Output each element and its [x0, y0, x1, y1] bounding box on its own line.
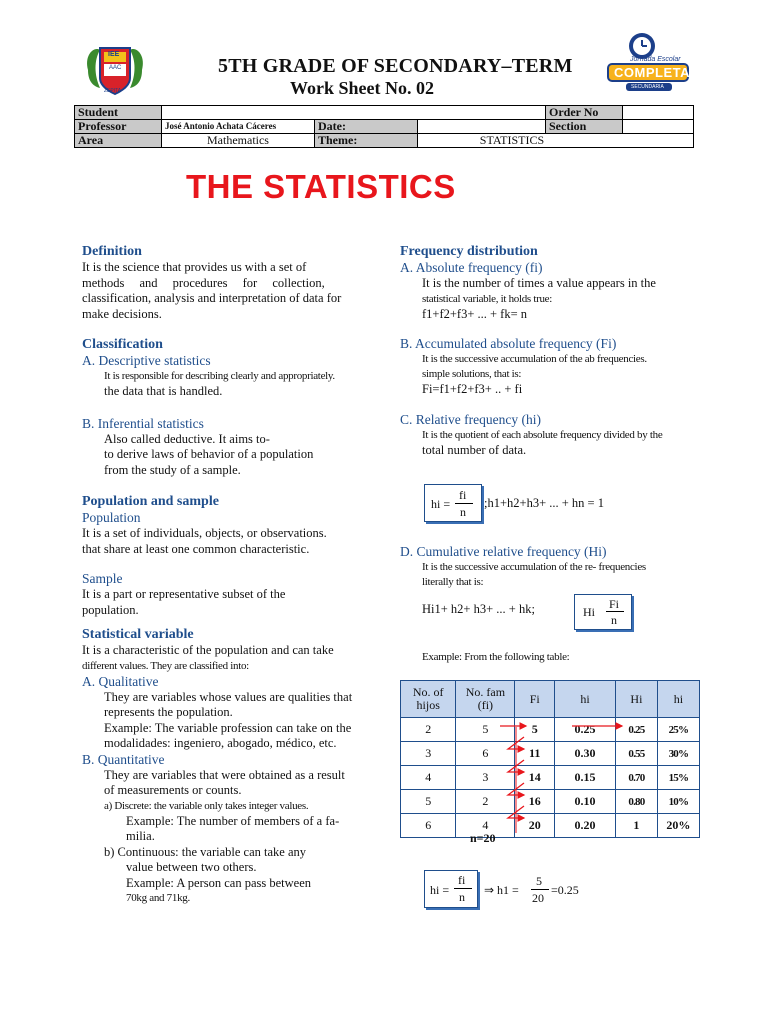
- example-calculation: [484, 874, 594, 908]
- table-cell: 5: [401, 790, 456, 814]
- calc-numerator: 5: [536, 874, 542, 888]
- section-field[interactable]: [623, 120, 694, 134]
- formula-label: hi =: [430, 883, 450, 897]
- table-cell: 4: [401, 766, 456, 790]
- text-line: It is the science that provides us with a set of: [82, 260, 307, 274]
- date-field[interactable]: [418, 120, 546, 134]
- table-cell: 3: [401, 742, 456, 766]
- text-line: It is the number of times a value appears in the: [422, 276, 656, 290]
- table-cell: 0.80: [616, 790, 658, 814]
- text-line: the data that is handled.: [104, 384, 223, 398]
- sample-heading: Sample: [82, 571, 123, 586]
- logo-jornada-text: Jornada Escolar: [630, 56, 681, 63]
- column-header: Hi: [616, 681, 658, 718]
- text-line: Example: A person can pass between: [126, 875, 312, 890]
- text-line: Example: The variable profession can take on the: [104, 720, 352, 735]
- table-cell: 0.55: [616, 742, 658, 766]
- column-header: hi: [657, 681, 699, 718]
- text-line: Also called deductive. It aims to-: [104, 431, 270, 446]
- text-line: 70kg and 71kg.: [126, 892, 190, 904]
- inferential-heading: B. Inferential statistics: [82, 415, 204, 431]
- accumulation-arrows: [400, 715, 700, 833]
- table-cell: 16: [515, 790, 555, 814]
- professor-label: Professor: [75, 120, 162, 134]
- logo-secundaria-text: SECUNDARIA: [631, 84, 664, 90]
- text-line: It is a part or representative subset of the: [82, 587, 286, 601]
- calc-denominator: 20: [532, 891, 544, 905]
- logo-text-bottom: ZEPITA: [104, 88, 122, 94]
- table-cell: 6: [456, 742, 515, 766]
- relative-frequency-formula-box: [424, 484, 482, 522]
- formula-numerator: Fi: [609, 597, 620, 611]
- text-line: It is a characteristic of the population and can take: [82, 643, 334, 657]
- logo-completa-text: COMPLETA: [614, 65, 690, 80]
- table-header-row: [401, 681, 700, 718]
- frequency-distribution-heading: Frequency distribution: [400, 244, 538, 259]
- table-cell: 5: [515, 718, 555, 742]
- page-title: THE STATISTICS: [186, 168, 456, 205]
- table-cell: 5: [456, 718, 515, 742]
- theme-label: Theme:: [315, 134, 418, 148]
- example-intro: Example: From the following table:: [422, 651, 570, 663]
- theme-value: STATISTICS: [418, 134, 694, 148]
- text-line: population.: [82, 602, 139, 617]
- statistical-variable-heading: Statistical variable: [82, 627, 194, 642]
- table-cell: 0.70: [616, 766, 658, 790]
- table-cell: 20%: [657, 814, 699, 838]
- descriptive-heading: A. Descriptive statistics: [82, 353, 211, 368]
- example-formula-box: [424, 870, 478, 908]
- text-line: classification, analysis and interpretation of data for: [82, 291, 342, 305]
- column-header: No. fam (fi): [456, 681, 515, 718]
- population-heading: Population: [82, 510, 141, 525]
- table-cell: 30%: [657, 742, 699, 766]
- fraction-bar: [455, 503, 473, 504]
- table-cell: 0.20: [555, 814, 616, 838]
- table-cell: 2: [401, 718, 456, 742]
- quantitative-heading: B. Quantitative: [82, 751, 165, 767]
- relative-frequency-heading: C. Relative frequency (hi): [400, 411, 541, 427]
- formula-numerator: fi: [459, 488, 467, 502]
- fraction-bar: [454, 888, 472, 889]
- table-cell: 15%: [657, 766, 699, 790]
- table-cell: 0.10: [555, 790, 616, 814]
- date-label: Date:: [315, 120, 418, 134]
- table-cell: 6: [401, 814, 456, 838]
- column-header: No. of hijos: [401, 681, 456, 718]
- text-line: literally that is:: [422, 576, 484, 588]
- right-column: [400, 244, 700, 458]
- text-line: modalidades: ingeniero, abogado, médico, etc.: [104, 736, 337, 750]
- table-cell: 0.25: [616, 718, 658, 742]
- text-line: It is the quotient of each absolute frequency divided by the: [422, 428, 663, 441]
- column-header: Fi: [515, 681, 555, 718]
- text-line: represents the population.: [104, 705, 233, 719]
- cumulative-frequency-heading: D. Cumulative relative frequency (Hi): [400, 544, 607, 559]
- text-line: They are variables whose values are qualities that: [104, 689, 353, 704]
- relative-frequency-sum: ;h1+h2+h3+ ... + hn = 1: [484, 496, 604, 510]
- fraction-bar: [606, 611, 624, 612]
- text-line: make decisions.: [82, 306, 162, 321]
- order-field[interactable]: [623, 106, 694, 120]
- table-cell: 10%: [657, 790, 699, 814]
- text-line: It is the successive accumulation of the ab frequencies.: [422, 353, 647, 365]
- table-cell: 2: [456, 790, 515, 814]
- text-line: that share at least one common characteristic.: [82, 541, 310, 556]
- text-line: to derive laws of behavior of a population: [104, 447, 314, 461]
- table-cell: 0.15: [555, 766, 616, 790]
- section-label: Section: [546, 120, 623, 134]
- text-line: of measurements or counts.: [104, 783, 242, 797]
- student-field[interactable]: [162, 106, 546, 120]
- hi-formula-box: [574, 594, 632, 630]
- text-line: total number of data.: [422, 442, 527, 457]
- text-line: b) Continuous: the variable can take any: [104, 844, 307, 859]
- header-title: 5TH GRADE OF SECONDARY–TERM: [218, 55, 573, 77]
- professor-value: José Antonio Achata Cáceres: [162, 120, 315, 134]
- area-label: Area: [75, 134, 162, 148]
- classification-heading: Classification: [82, 337, 163, 352]
- absolute-frequency-heading: A. Absolute frequency (fi): [400, 260, 543, 275]
- logo-text-top: IEE: [108, 51, 120, 58]
- table-cell: 11: [515, 742, 555, 766]
- table-cell: 20: [515, 814, 555, 838]
- definition-heading: Definition: [82, 244, 142, 259]
- student-label: Student: [75, 106, 162, 120]
- formula-label: Hi: [583, 605, 595, 619]
- text-line: statistical variable, it holds true:: [422, 292, 553, 305]
- school-logo: [80, 40, 150, 100]
- table-cell: 25%: [657, 718, 699, 742]
- text-line: They are variables that were obtained as a result: [104, 767, 345, 782]
- accumulated-frequency-formula: Fi=f1+f2+f3+ .. + fi: [422, 382, 523, 396]
- calc-prefix: ⇒ h1 =: [484, 883, 519, 897]
- area-value: Mathematics: [162, 134, 315, 148]
- population-sample-heading: Population and sample: [82, 494, 219, 509]
- qualitative-heading: A. Qualitative: [82, 673, 159, 689]
- absolute-frequency-formula: f1+f2+f3+ ... + fk= n: [422, 306, 528, 321]
- logo-text-mid: AAC: [109, 65, 122, 71]
- table-cell: 0.25: [555, 718, 616, 742]
- text-line: milia.: [126, 829, 155, 843]
- table-cell: 0.30: [555, 742, 616, 766]
- student-info-table: [74, 105, 694, 148]
- text-line: It is the successive accumulation of the re- frequencies: [422, 561, 646, 573]
- accumulated-frequency-heading: B. Accumulated absolute frequency (Fi): [400, 336, 617, 351]
- text-line: different values. They are classified into:: [82, 659, 249, 672]
- left-column: [82, 244, 370, 906]
- calc-result: =0.25: [551, 883, 579, 897]
- text-line: a) Discrete: the variable only takes integer values.: [104, 799, 309, 812]
- formula-denominator: n: [460, 505, 466, 519]
- formula-numerator: fi: [458, 873, 466, 887]
- cumulative-frequency-formula: Hi1+ h2+ h3+ ... + hk;: [422, 602, 535, 616]
- table-cell: 3: [456, 766, 515, 790]
- text-line: methods and procedures for collection,: [82, 275, 325, 290]
- formula-denominator: n: [459, 890, 465, 904]
- fraction-bar: [531, 889, 549, 890]
- formula-label: hi =: [431, 497, 451, 511]
- cumulative-section: [400, 544, 700, 590]
- definition-text: [82, 260, 370, 322]
- text-line: It is responsible for describing clearly and appropriately.: [104, 370, 335, 382]
- table-cell: 1: [616, 814, 658, 838]
- worksheet-number: Work Sheet No. 02: [290, 78, 434, 98]
- text-line: value between two others.: [126, 860, 257, 874]
- column-header: hi: [555, 681, 616, 718]
- text-line: Example: The number of members of a fa-: [126, 813, 340, 828]
- text-line: simple solutions, that is:: [422, 368, 522, 380]
- total-n: n=20: [470, 831, 496, 845]
- jornada-logo: [602, 30, 692, 92]
- table-cell: 14: [515, 766, 555, 790]
- text-line: It is a set of individuals, objects, or observations.: [82, 526, 327, 540]
- text-line: from the study of a sample.: [104, 462, 241, 477]
- table-cell: 4: [456, 814, 515, 838]
- formula-denominator: n: [611, 613, 617, 627]
- order-label: Order No: [546, 106, 623, 120]
